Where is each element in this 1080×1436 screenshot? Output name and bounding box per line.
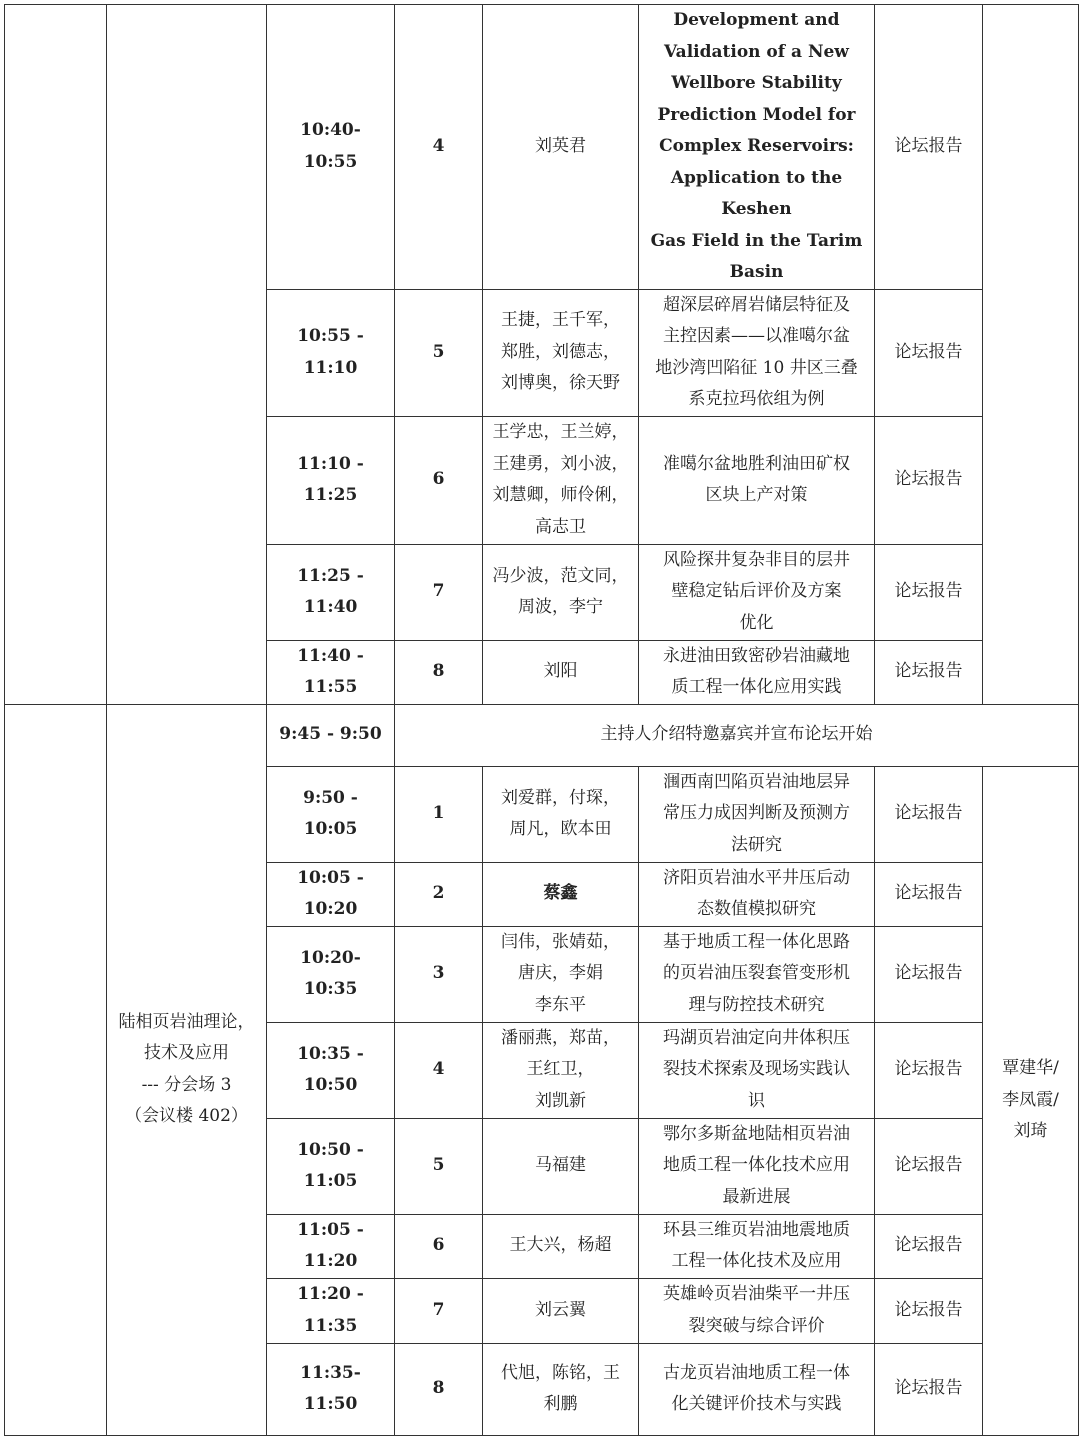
time-cell: 11:10 - 11:25 — [267, 416, 395, 544]
title-line: Wellbore Stability — [671, 73, 842, 93]
type-cell: 论坛报告 — [875, 1022, 983, 1118]
session-name-line: 陆相页岩油理论， — [118, 1011, 255, 1032]
type-cell: 论坛报告 — [875, 1214, 983, 1278]
title-line: 识 — [748, 1090, 765, 1111]
prev-session-outer-cell — [5, 5, 107, 705]
type-cell: 论坛报告 — [875, 1278, 983, 1343]
title-cell — [639, 1022, 875, 1118]
speaker-line: 代旭，陈铭，王 — [501, 1362, 620, 1383]
speaker-line: 刘阳 — [543, 661, 578, 682]
session-name-line: --- 分会场 3 — [141, 1074, 232, 1095]
session-name-cell — [107, 704, 267, 1435]
order-cell: 4 — [395, 5, 483, 290]
title-line: Validation of a New — [664, 41, 849, 62]
title-line: 优化 — [739, 612, 774, 633]
title-cell — [639, 640, 875, 704]
title-line: 济阳页岩油水平井压后动 — [663, 867, 850, 888]
time-cell: 11:35-11:50 — [267, 1343, 395, 1435]
speaker-cell — [483, 416, 639, 544]
title-line: 主控因素——以准噶尔盆 — [663, 326, 850, 346]
table-row — [5, 704, 1079, 766]
session-name-line: 技术及应用 — [144, 1043, 229, 1063]
time-cell: 10:20- 10:35 — [267, 926, 395, 1022]
speaker-line: 刘英君 — [535, 136, 586, 156]
order-cell: 5 — [395, 289, 483, 416]
order-cell: 6 — [395, 1214, 483, 1278]
time-cell: 10:55 - 11:10 — [267, 289, 395, 416]
speaker-cell — [483, 926, 639, 1022]
speaker-line: 冯少波，范文同， — [492, 565, 629, 586]
title-line: Application to the Keshen — [670, 167, 843, 219]
type-cell: 论坛报告 — [875, 926, 983, 1022]
speaker-cell — [483, 1214, 639, 1278]
type-cell: 论坛报告 — [875, 640, 983, 704]
title-line: 化关键评价技术与实践 — [671, 1394, 842, 1414]
title-cell — [639, 1118, 875, 1214]
title-line: 区块上产对策 — [705, 485, 808, 505]
intro-text-cell: 主持人介绍特邀嘉宾并宣布论坛开始 — [395, 704, 1079, 766]
speaker-line: 高志卫 — [535, 516, 586, 537]
title-line: 常压力成因判断及预测方 — [663, 803, 850, 824]
prev-chair-cell — [983, 5, 1079, 705]
title-line: Prediction Model for — [657, 104, 856, 125]
speaker-line: 王建勇，刘小波， — [492, 453, 629, 474]
title-cell — [639, 766, 875, 862]
title-line: 裂突破与综合评价 — [688, 1315, 825, 1336]
order-cell: 7 — [395, 1278, 483, 1343]
title-line: 基于地质工程一体化思路 — [663, 931, 850, 952]
session-name-line: （会议楼 402） — [125, 1106, 248, 1126]
intro-time-cell: 9:45 - 9:50 — [267, 704, 395, 766]
title-line: 超深层碎屑岩储层特征及 — [663, 294, 850, 315]
speaker-cell — [483, 640, 639, 704]
title-cell — [639, 1278, 875, 1343]
type-cell: 论坛报告 — [875, 289, 983, 416]
order-cell: 8 — [395, 640, 483, 704]
speaker-line: 马福建 — [535, 1155, 586, 1176]
title-line: 英雄岭页岩油柴平一井压 — [663, 1284, 850, 1304]
prev-session-name-cell — [107, 5, 267, 705]
order-cell: 4 — [395, 1022, 483, 1118]
speaker-line: 刘凯新 — [535, 1090, 586, 1111]
speaker-line: 闫伟，张婧茹， — [501, 931, 620, 952]
type-cell: 论坛报告 — [875, 862, 983, 926]
title-line: Basin — [729, 262, 784, 282]
title-line: 壁稳定钻后评价及方案 — [671, 581, 842, 602]
time-cell: 10:50 - 11:05 — [267, 1118, 395, 1214]
speaker-cell — [483, 5, 639, 290]
speaker-line: 刘爱群，付琛， — [501, 787, 620, 808]
speaker-line: 刘博奥，徐天野 — [501, 373, 620, 394]
agenda-table — [4, 4, 1079, 1436]
title-line: 地沙湾凹陷征 10 井区三叠 — [655, 357, 858, 378]
title-line: 工程一体化技术及应用 — [671, 1251, 842, 1271]
speaker-cell — [483, 766, 639, 862]
speaker-cell — [483, 1118, 639, 1214]
speaker-cell — [483, 862, 639, 926]
time-cell: 11:20 - 11:35 — [267, 1278, 395, 1343]
time-cell: 10:05 - 10:20 — [267, 862, 395, 926]
title-line: 的页岩油压裂套管变形机 — [663, 963, 850, 984]
title-cell — [639, 1343, 875, 1435]
speaker-line: 王捷，王千军， — [501, 310, 620, 331]
order-cell: 7 — [395, 544, 483, 640]
speaker-line: 周凡，欧本田 — [509, 819, 612, 839]
chair-cell — [983, 766, 1079, 1435]
chair-line: 李凤霞/ — [1002, 1089, 1059, 1110]
time-cell: 11:05 - 11:20 — [267, 1214, 395, 1278]
speaker-line: 蔡鑫 — [543, 883, 578, 904]
title-line: 玛湖页岩油定向井体积压 — [663, 1027, 850, 1048]
title-line: 最新进展 — [722, 1186, 791, 1207]
title-line: Development and — [673, 10, 840, 30]
title-line: 系克拉玛依组为例 — [688, 389, 825, 409]
speaker-line: 刘慧卿，师伶俐， — [492, 485, 629, 505]
title-line: Complex Reservoirs: — [659, 136, 854, 156]
speaker-line: 王学忠，王兰婷， — [492, 422, 629, 442]
session-outer-cell — [5, 704, 107, 1435]
title-cell — [639, 289, 875, 416]
title-line: 质工程一体化应用实践 — [671, 677, 842, 697]
speaker-cell — [483, 1343, 639, 1435]
time-cell: 9:50 - 10:05 — [267, 766, 395, 862]
order-cell: 1 — [395, 766, 483, 862]
title-line: 法研究 — [731, 834, 782, 855]
title-line: 永进油田致密砂岩油藏地 — [663, 645, 850, 666]
speaker-line: 唐庆，李娟 — [518, 963, 603, 984]
order-cell: 2 — [395, 862, 483, 926]
type-cell: 论坛报告 — [875, 766, 983, 862]
title-line: 准噶尔盆地胜利油田矿权 — [663, 453, 850, 474]
table-row — [5, 5, 1079, 290]
title-line: 风险探井复杂非目的层井 — [663, 549, 850, 570]
title-cell — [639, 1214, 875, 1278]
time-cell: 11:40 - 11:55 — [267, 640, 395, 704]
title-line: 裂技术探索及现场实践认 — [663, 1059, 850, 1080]
speaker-cell — [483, 1278, 639, 1343]
type-cell: 论坛报告 — [875, 1118, 983, 1214]
speaker-line: 王红卫， — [526, 1059, 595, 1080]
order-cell: 8 — [395, 1343, 483, 1435]
speaker-line: 王大兴，杨超 — [509, 1235, 612, 1256]
order-cell: 3 — [395, 926, 483, 1022]
speaker-cell — [483, 544, 639, 640]
speaker-line: 李东平 — [535, 994, 586, 1015]
type-cell: 论坛报告 — [875, 1343, 983, 1435]
title-line: 古龙页岩油地质工程一体 — [663, 1362, 850, 1383]
speaker-line: 刘云翼 — [535, 1299, 586, 1320]
order-cell: 5 — [395, 1118, 483, 1214]
time-cell: 10:40- 10:55 — [267, 5, 395, 290]
chair-line: 刘琦 — [1013, 1121, 1048, 1142]
speaker-line: 潘丽燕，郑苗， — [501, 1027, 620, 1048]
speaker-cell — [483, 1022, 639, 1118]
title-cell — [639, 416, 875, 544]
title-line: Gas Field in the Tarim — [650, 230, 863, 251]
title-line: 地质工程一体化技术应用 — [663, 1155, 850, 1176]
time-cell: 10:35 - 10:50 — [267, 1022, 395, 1118]
type-cell: 论坛报告 — [875, 544, 983, 640]
title-line: 环县三维页岩油地震地质 — [663, 1219, 850, 1240]
title-line: 理与防控技术研究 — [688, 994, 825, 1015]
title-cell — [639, 5, 875, 290]
type-cell: 论坛报告 — [875, 5, 983, 290]
speaker-line: 利鹏 — [543, 1394, 578, 1414]
time-cell: 11:25 - 11:40 — [267, 544, 395, 640]
order-cell: 6 — [395, 416, 483, 544]
type-cell: 论坛报告 — [875, 416, 983, 544]
title-cell — [639, 926, 875, 1022]
speaker-line: 郑胜，刘德志， — [501, 341, 620, 362]
speaker-line: 周波，李宁 — [518, 597, 603, 617]
title-line: 涠西南凹陷页岩油地层异 — [663, 771, 850, 792]
title-cell — [639, 544, 875, 640]
chair-line: 覃建华/ — [1002, 1058, 1059, 1079]
title-line: 态数值模拟研究 — [697, 899, 816, 919]
speaker-cell — [483, 289, 639, 416]
title-cell — [639, 862, 875, 926]
title-line: 鄂尔多斯盆地陆相页岩油 — [663, 1123, 850, 1144]
